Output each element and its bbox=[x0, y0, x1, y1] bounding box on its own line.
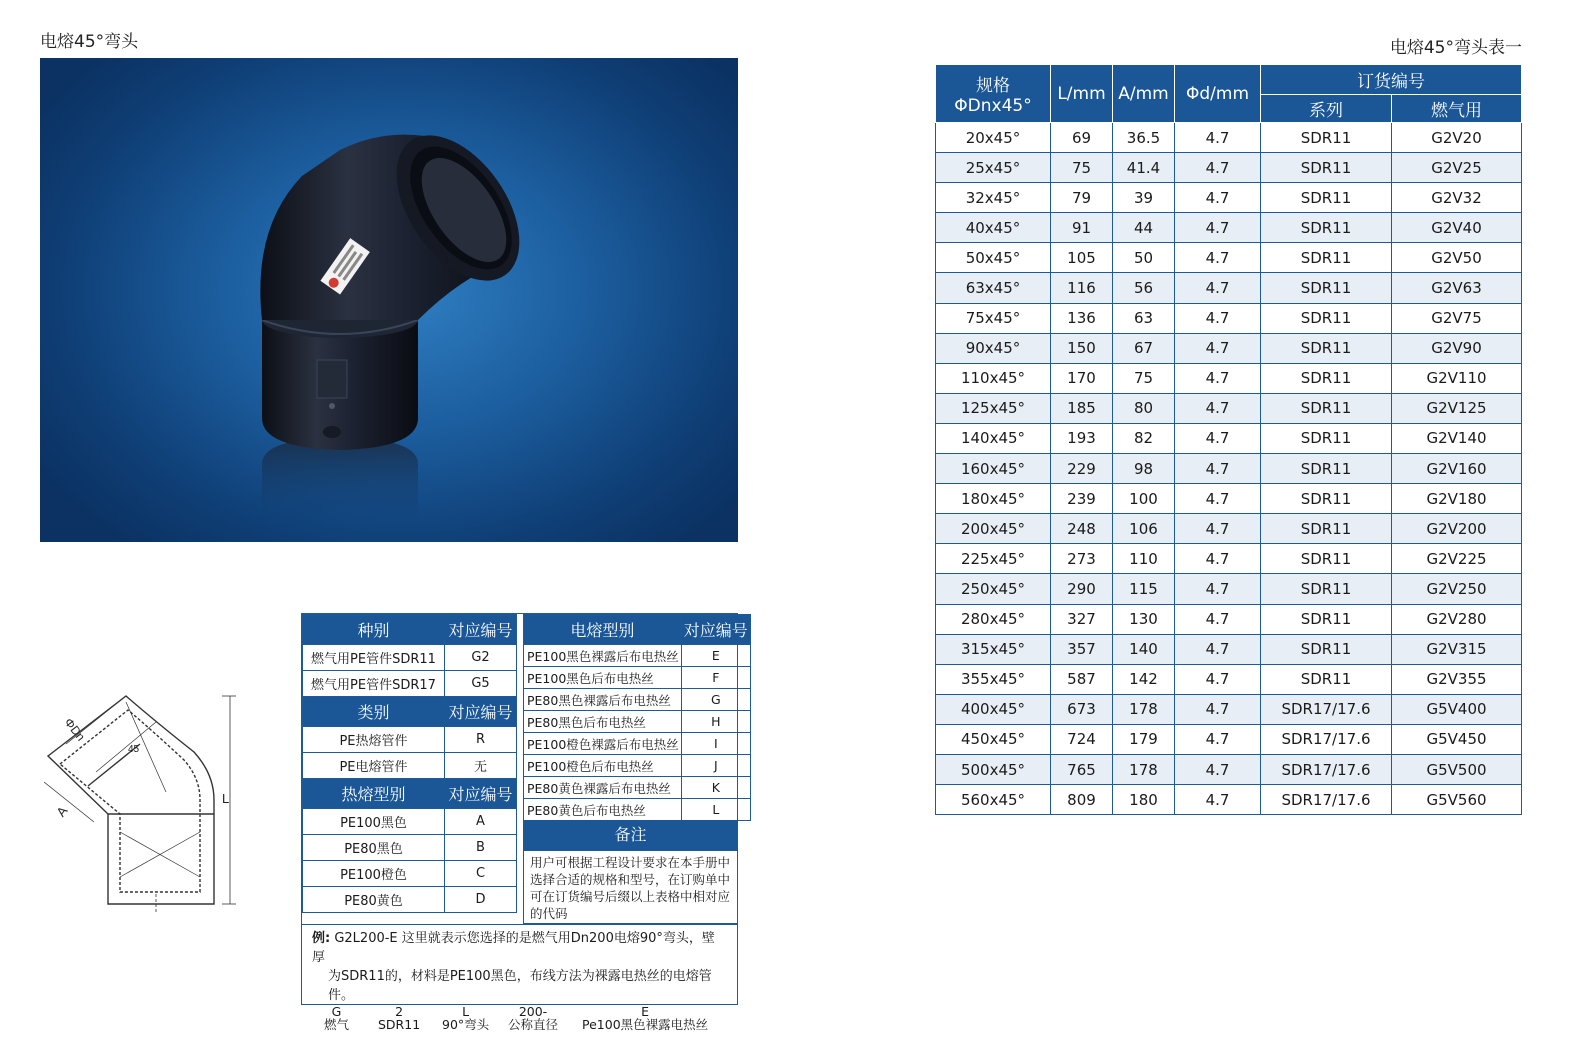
class-code-head: 对应编号 bbox=[445, 697, 517, 727]
l-cell: 75 bbox=[1051, 153, 1113, 183]
spec-cell: 40x45° bbox=[936, 213, 1051, 243]
table-row bbox=[936, 604, 1522, 634]
a-cell: 106 bbox=[1113, 514, 1175, 544]
legend-label: Pe100黑色裸露电热丝 bbox=[582, 1017, 709, 1032]
order-code-cell: G5V450 bbox=[1392, 724, 1522, 754]
a-cell: 130 bbox=[1113, 604, 1175, 634]
table-row bbox=[936, 423, 1522, 453]
class-name: PE热熔管件 bbox=[303, 727, 445, 753]
elec-name: PE100黑色后布电热丝 bbox=[524, 667, 682, 689]
class-name: PE电熔管件 bbox=[303, 753, 445, 779]
order-code-cell: G2V63 bbox=[1392, 273, 1522, 303]
order-code-cell: G2V355 bbox=[1392, 664, 1522, 694]
order-code-cell: G2V32 bbox=[1392, 183, 1522, 213]
l-cell: 170 bbox=[1051, 363, 1113, 393]
series-cell: SDR17/17.6 bbox=[1261, 754, 1392, 784]
spec-cell: 25x45° bbox=[936, 153, 1051, 183]
order-code-cell: G2V280 bbox=[1392, 604, 1522, 634]
spec-cell: 32x45° bbox=[936, 183, 1051, 213]
series-cell: SDR11 bbox=[1261, 664, 1392, 694]
elec-code: F bbox=[681, 667, 750, 689]
spec-cell: 355x45° bbox=[936, 664, 1051, 694]
d-cell: 4.7 bbox=[1175, 303, 1261, 333]
a-cell: 36.5 bbox=[1113, 123, 1175, 153]
kind-class-hot-table bbox=[302, 614, 517, 913]
series-col-head: 系列 bbox=[1261, 95, 1392, 123]
l-cell: 357 bbox=[1051, 634, 1113, 664]
hot-head: 热熔型别 bbox=[303, 779, 445, 809]
d-cell: 4.7 bbox=[1175, 634, 1261, 664]
table-title: 电熔45°弯头表一 bbox=[1389, 38, 1522, 58]
table-row bbox=[936, 393, 1522, 423]
series-cell: SDR11 bbox=[1261, 183, 1392, 213]
gas-col-head: 燃气用 bbox=[1392, 95, 1522, 123]
spec-cell: 110x45° bbox=[936, 363, 1051, 393]
class-head: 类别 bbox=[303, 697, 445, 727]
order-code-cell: G2V125 bbox=[1392, 393, 1522, 423]
spec-cell: 250x45° bbox=[936, 574, 1051, 604]
order-code-cell: G5V560 bbox=[1392, 785, 1522, 815]
spec-table bbox=[935, 64, 1522, 815]
hot-name: PE100橙色 bbox=[303, 861, 445, 887]
legend-label: 燃气 bbox=[324, 1017, 350, 1032]
table-row bbox=[524, 755, 751, 777]
d-cell: 4.7 bbox=[1175, 514, 1261, 544]
order-code-cell: G2V160 bbox=[1392, 454, 1522, 484]
example-legend bbox=[312, 1005, 727, 1035]
a-cell: 178 bbox=[1113, 754, 1175, 784]
series-cell: SDR17/17.6 bbox=[1261, 724, 1392, 754]
l-cell: 765 bbox=[1051, 754, 1113, 784]
series-cell: SDR11 bbox=[1261, 363, 1392, 393]
spec-cell: 200x45° bbox=[936, 514, 1051, 544]
kind-code: G5 bbox=[445, 671, 517, 697]
table-row bbox=[524, 711, 751, 733]
a-col-head: A/mm bbox=[1113, 65, 1175, 123]
legend-label: 90°弯头 bbox=[442, 1017, 490, 1032]
spec-cell: 125x45° bbox=[936, 393, 1051, 423]
l-cell: 136 bbox=[1051, 303, 1113, 333]
hot-code: B bbox=[445, 835, 517, 861]
a-cell: 75 bbox=[1113, 363, 1175, 393]
legend-code: 2 bbox=[395, 1004, 404, 1019]
order-code-cell: G2V20 bbox=[1392, 123, 1522, 153]
spec-cell: 140x45° bbox=[936, 423, 1051, 453]
table-row bbox=[524, 689, 751, 711]
example-text: G2L200-E 这里就表示您选择的是燃气用Dn200电熔90°弯头，壁厚 bbox=[312, 931, 715, 965]
order-code-cell: G2V25 bbox=[1392, 153, 1522, 183]
spec-cell: 180x45° bbox=[936, 484, 1051, 514]
product-photo bbox=[40, 58, 738, 542]
hot-code-head: 对应编号 bbox=[445, 779, 517, 809]
l-cell: 673 bbox=[1051, 694, 1113, 724]
legend-item bbox=[442, 1005, 489, 1031]
a-cell: 140 bbox=[1113, 634, 1175, 664]
order-code-cell: G2V140 bbox=[1392, 423, 1522, 453]
a-cell: 50 bbox=[1113, 243, 1175, 273]
a-cell: 67 bbox=[1113, 333, 1175, 363]
table-row bbox=[936, 454, 1522, 484]
example-text-2: 为SDR11的，材料是PE100黑色，布线方法为裸露电热丝的电熔管件。 bbox=[328, 969, 712, 1003]
table-row bbox=[936, 574, 1522, 604]
series-cell: SDR11 bbox=[1261, 514, 1392, 544]
table-row bbox=[303, 887, 517, 913]
spec-cell: 280x45° bbox=[936, 604, 1051, 634]
remark-head: 备注 bbox=[523, 820, 738, 850]
spec-cell: 450x45° bbox=[936, 724, 1051, 754]
kind-code-head: 对应编号 bbox=[445, 615, 517, 645]
table-row bbox=[936, 754, 1522, 784]
table-row bbox=[936, 664, 1522, 694]
d-cell: 4.7 bbox=[1175, 363, 1261, 393]
spec-col-head bbox=[936, 65, 1051, 123]
a-cell: 110 bbox=[1113, 544, 1175, 574]
elec-name: PE80黄色裸露后布电热丝 bbox=[524, 777, 682, 799]
a-cell: 63 bbox=[1113, 303, 1175, 333]
order-code-cell: G2V200 bbox=[1392, 514, 1522, 544]
series-cell: SDR11 bbox=[1261, 544, 1392, 574]
table-row bbox=[936, 544, 1522, 574]
a-cell: 142 bbox=[1113, 664, 1175, 694]
hot-code: C bbox=[445, 861, 517, 887]
series-cell: SDR11 bbox=[1261, 153, 1392, 183]
example-prefix: 例: bbox=[312, 931, 331, 946]
table-row bbox=[303, 645, 517, 671]
order-code-cell: G2V250 bbox=[1392, 574, 1522, 604]
d-cell: 4.7 bbox=[1175, 183, 1261, 213]
table-row bbox=[936, 123, 1522, 153]
table-row bbox=[936, 724, 1522, 754]
d-cell: 4.7 bbox=[1175, 484, 1261, 514]
order-code-panel bbox=[301, 613, 748, 1032]
a-cell: 100 bbox=[1113, 484, 1175, 514]
d-cell: 4.7 bbox=[1175, 544, 1261, 574]
legend-label: 公称直径 bbox=[508, 1017, 559, 1032]
table-row bbox=[936, 273, 1522, 303]
spec-cell: 90x45° bbox=[936, 333, 1051, 363]
table-row bbox=[524, 733, 751, 755]
dim-a-label: A bbox=[53, 803, 71, 820]
dim-l-label: L bbox=[222, 791, 230, 806]
spec-cell: 315x45° bbox=[936, 634, 1051, 664]
dim-dn-label: ΦDn bbox=[61, 715, 88, 744]
d-cell: 4.7 bbox=[1175, 664, 1261, 694]
elbow-fitting-image bbox=[40, 58, 738, 542]
legend-label: SDR11 bbox=[378, 1017, 421, 1032]
a-cell: 41.4 bbox=[1113, 153, 1175, 183]
series-cell: SDR17/17.6 bbox=[1261, 785, 1392, 815]
kind-head: 种别 bbox=[303, 615, 445, 645]
a-cell: 56 bbox=[1113, 273, 1175, 303]
order-code-cell: G2V110 bbox=[1392, 363, 1522, 393]
l-cell: 809 bbox=[1051, 785, 1113, 815]
legend-item bbox=[582, 1005, 708, 1031]
d-cell: 4.7 bbox=[1175, 123, 1261, 153]
hot-code: A bbox=[445, 809, 517, 835]
d-cell: 4.7 bbox=[1175, 604, 1261, 634]
series-cell: SDR11 bbox=[1261, 574, 1392, 604]
table-row bbox=[936, 183, 1522, 213]
a-cell: 180 bbox=[1113, 785, 1175, 815]
a-cell: 178 bbox=[1113, 694, 1175, 724]
a-cell: 82 bbox=[1113, 423, 1175, 453]
l-cell: 69 bbox=[1051, 123, 1113, 153]
legend-code: L bbox=[462, 1004, 470, 1019]
class-code: 无 bbox=[445, 753, 517, 779]
page-title: 电熔45°弯头 bbox=[40, 32, 139, 52]
spec-head-line2: ΦDnx45° bbox=[954, 96, 1032, 116]
order-col-head: 订货编号 bbox=[1261, 65, 1522, 95]
elec-name: PE80黄色后布电热丝 bbox=[524, 799, 682, 821]
l-cell: 193 bbox=[1051, 423, 1113, 453]
spec-cell: 160x45° bbox=[936, 454, 1051, 484]
elec-code: H bbox=[681, 711, 750, 733]
d-cell: 4.7 bbox=[1175, 393, 1261, 423]
l-cell: 290 bbox=[1051, 574, 1113, 604]
series-cell: SDR11 bbox=[1261, 484, 1392, 514]
spec-cell: 225x45° bbox=[936, 544, 1051, 574]
kind-code: G2 bbox=[445, 645, 517, 671]
hot-name: PE80黄色 bbox=[303, 887, 445, 913]
l-cell: 79 bbox=[1051, 183, 1113, 213]
legend-code: E bbox=[641, 1004, 650, 1019]
table-row bbox=[936, 634, 1522, 664]
order-code-cell: G2V40 bbox=[1392, 213, 1522, 243]
table-row bbox=[936, 213, 1522, 243]
d-cell: 4.7 bbox=[1175, 423, 1261, 453]
example-block bbox=[302, 924, 737, 1039]
table-row bbox=[303, 753, 517, 779]
hot-code: D bbox=[445, 887, 517, 913]
d-cell: 4.7 bbox=[1175, 694, 1261, 724]
a-cell: 179 bbox=[1113, 724, 1175, 754]
class-code: R bbox=[445, 727, 517, 753]
l-cell: 185 bbox=[1051, 393, 1113, 423]
order-code-cell: G2V315 bbox=[1392, 634, 1522, 664]
d-cell: 4.7 bbox=[1175, 333, 1261, 363]
legend-item bbox=[508, 1005, 558, 1031]
d-cell: 4.7 bbox=[1175, 754, 1261, 784]
elec-code: G bbox=[681, 689, 750, 711]
l-cell: 273 bbox=[1051, 544, 1113, 574]
d-cell: 4.7 bbox=[1175, 213, 1261, 243]
table-row bbox=[936, 303, 1522, 333]
a-cell: 98 bbox=[1113, 454, 1175, 484]
hot-name: PE80黑色 bbox=[303, 835, 445, 861]
l-cell: 116 bbox=[1051, 273, 1113, 303]
legend-item bbox=[324, 1005, 349, 1031]
l-cell: 327 bbox=[1051, 604, 1113, 634]
table-row bbox=[303, 835, 517, 861]
series-cell: SDR11 bbox=[1261, 213, 1392, 243]
series-cell: SDR11 bbox=[1261, 454, 1392, 484]
l-cell: 724 bbox=[1051, 724, 1113, 754]
order-code-cell: G2V50 bbox=[1392, 243, 1522, 273]
table-row bbox=[936, 333, 1522, 363]
a-cell: 115 bbox=[1113, 574, 1175, 604]
spec-cell: 20x45° bbox=[936, 123, 1051, 153]
hot-name: PE100黑色 bbox=[303, 809, 445, 835]
order-code-cell: G2V225 bbox=[1392, 544, 1522, 574]
elec-name: PE80黑色后布电热丝 bbox=[524, 711, 682, 733]
series-cell: SDR11 bbox=[1261, 123, 1392, 153]
kind-name: 燃气用PE管件SDR17 bbox=[303, 671, 445, 697]
table-row bbox=[524, 777, 751, 799]
elec-code: K bbox=[681, 777, 750, 799]
a-cell: 80 bbox=[1113, 393, 1175, 423]
table-row bbox=[936, 694, 1522, 724]
spec-cell: 50x45° bbox=[936, 243, 1051, 273]
legend-code: G bbox=[331, 1004, 342, 1019]
dim-angle-label: 45 bbox=[128, 744, 140, 755]
order-code-cell: G2V75 bbox=[1392, 303, 1522, 333]
table-row bbox=[303, 671, 517, 697]
table-row bbox=[524, 645, 751, 667]
spec-cell: 400x45° bbox=[936, 694, 1051, 724]
spec-cell: 560x45° bbox=[936, 785, 1051, 815]
series-cell: SDR11 bbox=[1261, 273, 1392, 303]
spec-cell: 75x45° bbox=[936, 303, 1051, 333]
series-cell: SDR11 bbox=[1261, 333, 1392, 363]
a-cell: 39 bbox=[1113, 183, 1175, 213]
l-cell: 229 bbox=[1051, 454, 1113, 484]
table-row bbox=[936, 785, 1522, 815]
elec-name: PE100黑色裸露后布电热丝 bbox=[524, 645, 682, 667]
spec-cell: 500x45° bbox=[936, 754, 1051, 784]
d-cell: 4.7 bbox=[1175, 724, 1261, 754]
table-row bbox=[303, 861, 517, 887]
table-row bbox=[936, 153, 1522, 183]
elec-name: PE100橙色后布电热丝 bbox=[524, 755, 682, 777]
spec-cell: 63x45° bbox=[936, 273, 1051, 303]
elec-head: 电熔型别 bbox=[524, 615, 682, 645]
l-cell: 248 bbox=[1051, 514, 1113, 544]
order-code-cell: G2V180 bbox=[1392, 484, 1522, 514]
legend-item bbox=[378, 1005, 420, 1031]
elec-code: I bbox=[681, 733, 750, 755]
order-code-cell: G5V400 bbox=[1392, 694, 1522, 724]
l-cell: 105 bbox=[1051, 243, 1113, 273]
spec-head-line1: 规格 bbox=[976, 76, 1010, 96]
table-row bbox=[303, 809, 517, 835]
series-cell: SDR11 bbox=[1261, 243, 1392, 273]
legend-code: 200- bbox=[518, 1004, 548, 1019]
elec-name: PE80黑色裸露后布电热丝 bbox=[524, 689, 682, 711]
l-cell: 150 bbox=[1051, 333, 1113, 363]
d-col-head: Φd/mm bbox=[1175, 65, 1261, 123]
table-row bbox=[936, 514, 1522, 544]
elec-name: PE100橙色裸露后布电热丝 bbox=[524, 733, 682, 755]
elec-code: L bbox=[681, 799, 750, 821]
a-cell: 44 bbox=[1113, 213, 1175, 243]
elec-code: E bbox=[681, 645, 750, 667]
series-cell: SDR11 bbox=[1261, 604, 1392, 634]
d-cell: 4.7 bbox=[1175, 243, 1261, 273]
series-cell: SDR11 bbox=[1261, 303, 1392, 333]
table-row bbox=[936, 243, 1522, 273]
l-cell: 239 bbox=[1051, 484, 1113, 514]
d-cell: 4.7 bbox=[1175, 574, 1261, 604]
remark-text: 用户可根据工程设计要求在本手册中选择合适的规格和型号，在订购单中可在订货编号后缀以上表格中相对应的代码 bbox=[523, 850, 738, 924]
table-row bbox=[303, 727, 517, 753]
kind-name: 燃气用PE管件SDR11 bbox=[303, 645, 445, 671]
elec-code-head: 对应编号 bbox=[681, 615, 750, 645]
d-cell: 4.7 bbox=[1175, 785, 1261, 815]
l-col-head: L/mm bbox=[1051, 65, 1113, 123]
d-cell: 4.7 bbox=[1175, 454, 1261, 484]
table-row bbox=[936, 363, 1522, 393]
d-cell: 4.7 bbox=[1175, 153, 1261, 183]
d-cell: 4.7 bbox=[1175, 273, 1261, 303]
table-row bbox=[936, 484, 1522, 514]
l-cell: 587 bbox=[1051, 664, 1113, 694]
elbow-technical-drawing bbox=[36, 682, 248, 912]
l-cell: 91 bbox=[1051, 213, 1113, 243]
order-code-cell: G2V90 bbox=[1392, 333, 1522, 363]
order-code-cell: G5V500 bbox=[1392, 754, 1522, 784]
electrofusion-type-table bbox=[523, 614, 751, 821]
series-cell: SDR11 bbox=[1261, 634, 1392, 664]
table-row bbox=[524, 667, 751, 689]
series-cell: SDR11 bbox=[1261, 393, 1392, 423]
table-row bbox=[524, 799, 751, 821]
series-cell: SDR11 bbox=[1261, 423, 1392, 453]
elec-code: J bbox=[681, 755, 750, 777]
series-cell: SDR17/17.6 bbox=[1261, 694, 1392, 724]
